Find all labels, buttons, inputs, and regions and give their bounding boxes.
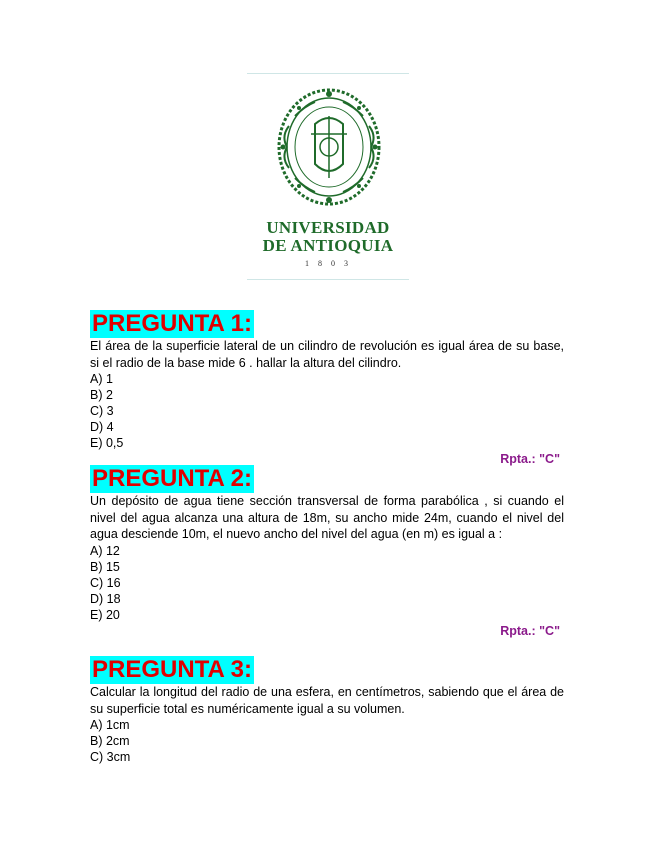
option-a: A) 12	[90, 543, 120, 558]
university-name-line1: UNIVERSIDAD	[266, 218, 390, 237]
option-a: A) 1	[90, 372, 113, 386]
option-c: C) 3	[90, 404, 114, 418]
answer-label: Rpta.: "C"	[500, 452, 560, 466]
option-b: B) 2cm	[90, 734, 130, 748]
question-text: El área de la superficie lateral de un cilindro de revolución es igual área de su base, si el radio de la base mide 6 . hallar la altura del cilindro.	[90, 339, 564, 370]
university-year: 1803	[305, 259, 357, 268]
question-1	[90, 310, 564, 467]
option-a: A) 1cm	[90, 718, 130, 732]
answer-label: Rpta.: "C"	[500, 623, 560, 638]
option-b: B) 15	[90, 559, 120, 574]
option-e: E) 0,5	[90, 436, 124, 450]
university-name-line2: DE ANTIOQUIA	[262, 236, 394, 255]
question-title: PREGUNTA 2:	[92, 465, 253, 492]
question-2	[90, 465, 564, 639]
university-logo	[247, 73, 409, 280]
university-seal-icon	[275, 86, 383, 208]
question-text: Un depósito de agua tiene sección transversal de forma parabólica , si cuando el nivel del agua alcanza una altura de 18m, su ancho mide 24m, cuando el nivel del agua desciende 10m, el nuevo ancho del nivel del agua (en m) es igual a :	[90, 494, 564, 541]
option-b: B) 2	[90, 388, 113, 402]
option-d: D) 4	[90, 420, 114, 434]
question-title: PREGUNTA 1:	[92, 310, 253, 337]
option-e: E) 20	[90, 607, 120, 622]
question-text: Calcular la longitud del radio de una esfera, en centímetros, sabiendo que el área de su superficie total es numéricamente igual a su volumen.	[90, 685, 564, 716]
option-c: C) 16	[90, 575, 121, 590]
option-c: C) 3cm	[90, 750, 131, 764]
question-3	[90, 656, 564, 765]
question-title: PREGUNTA 3:	[92, 656, 253, 683]
option-d: D) 18	[90, 591, 121, 606]
